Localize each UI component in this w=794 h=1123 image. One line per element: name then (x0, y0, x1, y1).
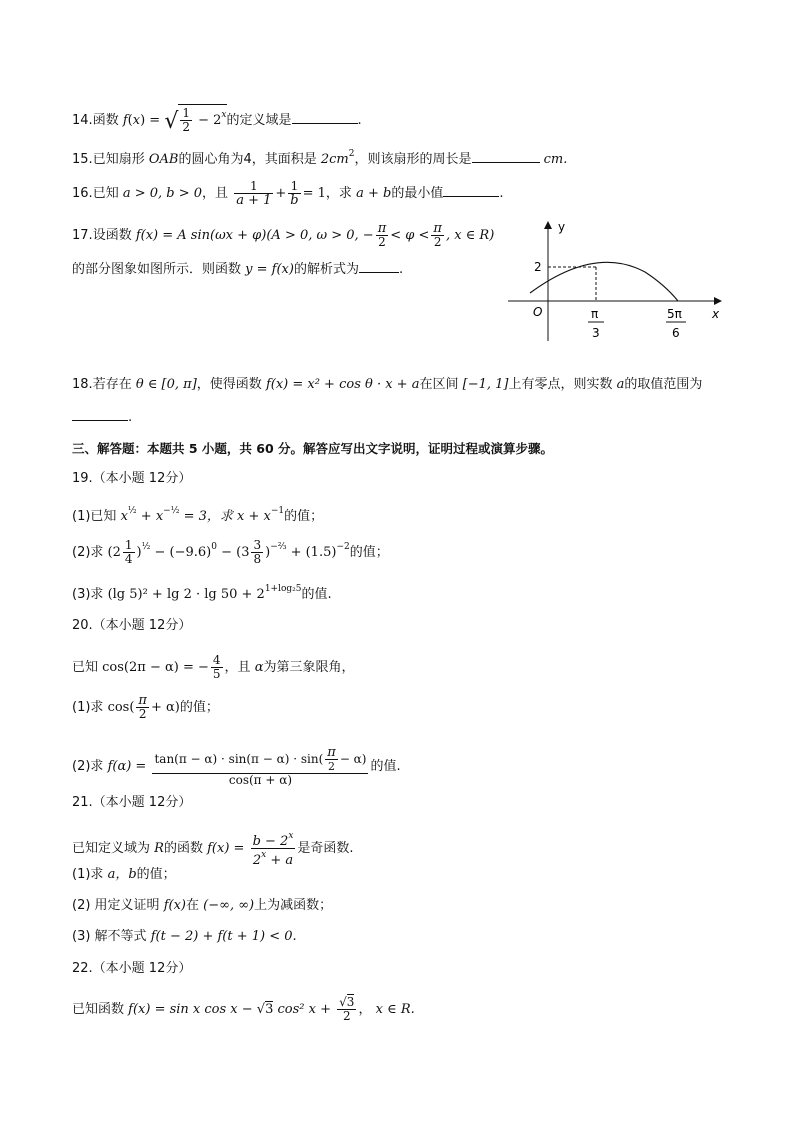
question-15: 15.已知扇形 OAB的圆心角为4，其面积是 $2cm^2$，则该扇形的周长是 cm. (72, 149, 568, 167)
question-22-given: 已知函数 f(x) = sin x cos x − √3 cos² x + $\frac{√3}{2}$ ， x ∈ R. (72, 995, 415, 1023)
x-axis-label: x (712, 307, 720, 321)
question-22-head: 22.（本小题 12分） (72, 961, 192, 976)
question-19-part1: (1)已知 $x^{\frac{1}{2}} + x^{-\frac{1}{2}} = 3$，求 $x + x^{-1}$的值； (72, 506, 324, 524)
function-graph (500, 215, 730, 345)
question-17-line2: 的部分图象如图所示．则函数 y = f(x)的解析式为 . (72, 262, 404, 277)
question-20-given: 已知 cos(2π − α) = − $\frac{4}{5}$ ，且 α为第三象限角， (72, 653, 355, 681)
question-17: 17.设函数 f(x) = A sin(ωx + φ)(A > 0, ω > 0, − $\frac{\pi}{2}$ < φ < $\frac{\pi}{2}$ , x ∈ R) (72, 221, 495, 249)
origin-label: O (533, 305, 543, 319)
answer-blank-16[interactable] (443, 184, 499, 197)
tick1-num: π (591, 307, 599, 321)
max-value-label: 2 (534, 260, 542, 274)
answer-blank-15[interactable] (472, 150, 540, 163)
question-14: 14.函数 f(x) = √ $\frac{1}{2}$ − $2^x$的定义域是 . (72, 106, 362, 134)
question-21-part1: (1)求 a，b的值； (72, 867, 176, 882)
sine-curve (530, 262, 678, 301)
question-18: 18.若存在 θ ∈ [0, π]，使得函数 f(x) = x² + cos θ · x + a在区间 [−1, 1]上有零点，则实数 a的取值范围为 (72, 377, 703, 392)
answer-blank-17[interactable] (359, 260, 399, 273)
question-18-line2: . (72, 408, 132, 427)
question-16: 16.已知 a > 0, b > 0，且 $\frac{1}{a + 1}$ + $\frac{1}{b}$ = 1，求 a + b的最小值 . (72, 179, 504, 208)
question-21-head: 21.（本小题 12分） (72, 795, 192, 810)
y-axis-label: y (558, 220, 566, 234)
tick2-num: 5π (667, 307, 682, 321)
question-21-part2: (2) 用定义证明 f(x)在 (−∞, ∞)上为减函数； (72, 898, 333, 913)
question-21-part3: (3) 解不等式 f(t − 2) + f(t + 1) < 0. (72, 929, 297, 944)
question-20-part2: (2)求 f(α) = tan(π − α) · sin(π − α) · sin( $\frac{\pi}{2}$ − α) cos(π + α) 的值. (72, 745, 401, 787)
question-20-head: 20.（本小题 12分） (72, 618, 192, 633)
tick2-den: 6 (672, 326, 680, 340)
answer-blank-18[interactable] (72, 408, 128, 421)
question-21-given: 已知定义域为 R的函数 f(x) = $\frac{b - 2^x}{2^x + a}$ 是奇函数. (72, 831, 354, 868)
section-3-heading: 三、解答题：本题共 5 小题，共 60 分。解答应写出文字说明，证明过程或演算步骤。 (72, 441, 554, 456)
answer-blank-14[interactable] (292, 111, 358, 124)
question-19-part2: (2)求 (2 $\frac{1}{4}$ )$^{\frac{1}{2}} - (-9.6)^0 - (3$ $\frac{3}{8}$ )$^{-\frac{2}{3}} + (1.5)^{-2}$的值； (72, 538, 389, 566)
tick1-den: 3 (592, 326, 600, 340)
question-19-part3: (3)求 (lg $5)^2 + \lg 2 \cdot \lg 50 + 2^{1+log_25}$的值. (72, 584, 332, 602)
question-20-part1: (1)求 cos( $\frac{\pi}{2}$ + α)的值； (72, 693, 219, 721)
question-19-head: 19.（本小题 12分） (72, 471, 192, 486)
